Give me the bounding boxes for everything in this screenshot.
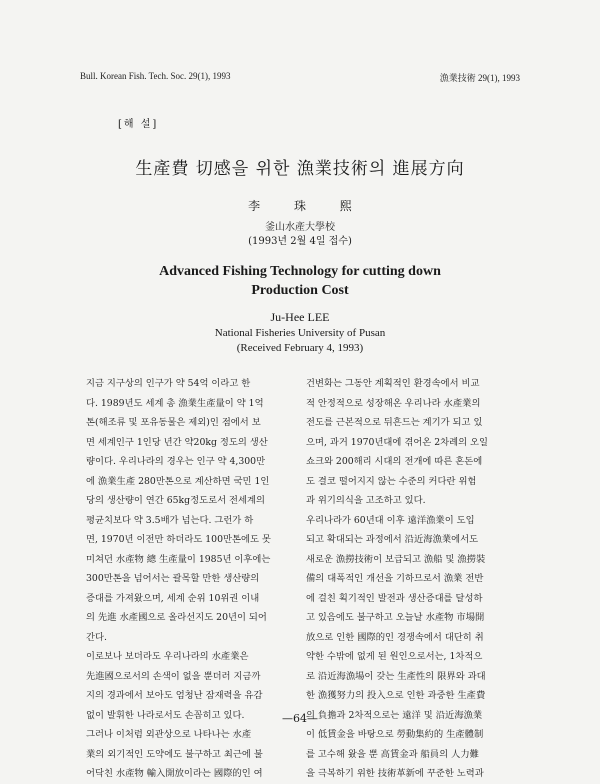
body-text-line: 증대를 가져왔으며, 세계 순위 10위권 이내 <box>86 592 260 604</box>
body-text-line: 을 극복하기 위한 技術革新에 꾸준한 노력과 <box>306 768 484 779</box>
body-text-line: 쇼크와 200해리 시대의 전개에 따른 혼돈에 <box>306 456 483 467</box>
body-text-line: 미쳐던 水產物 總 生產量이 1985년 이후에는 <box>86 553 271 565</box>
body-text-line: 한 漁獲努力의 投入으로 인한 과중한 生產費 <box>306 690 486 701</box>
body-text-line: 으며, 과거 1970년대에 겪어온 2차례의 오일 <box>306 436 489 448</box>
journal-header-en: Bull. Korean Fish. Tech. Soc. 29(1), 1993 <box>80 71 231 81</box>
body-text-line: 약한 수밖에 없게 된 원인으로서는, 1차적으 <box>306 651 483 662</box>
body-text-line: 의 先進 水產國으로 올라선지도 20년이 되어 <box>86 612 267 623</box>
body-text-line: 전도를 근본적으로 뒤흔드는 계기가 되고 있 <box>306 417 483 428</box>
body-text-line: 새로운 漁撈技術이 보급되고 漁船 및 漁撈裝 <box>306 553 486 565</box>
title-english-line-2: Production Cost <box>251 283 349 298</box>
body-text-line: 備의 대폭적인 개선을 기하므로서 漁業 전반 <box>306 573 484 584</box>
body-text-line: 간다. <box>86 631 107 643</box>
body-text-line: 고 있음에도 불구하고 오늘날 水產物 市場開 <box>306 612 485 623</box>
body-text-line: 면, 1970년 이전만 하더라도 100만톤에도 못 <box>86 534 271 545</box>
body-text-line: 의 負擔과 2차적으로는 遠洋 및 沿近海漁業 <box>306 709 483 721</box>
page-number: —64— <box>282 712 318 725</box>
body-text-line: 면 세계인구 1인당 년간 약20kg 정도의 생산 <box>86 436 268 448</box>
body-text-line: 先進國으로서의 손색이 없을 뿐더러 지금까 <box>86 670 261 682</box>
title-korean: 生產費 切感을 위한 漁業技術의 進展方向 <box>135 159 465 179</box>
body-text-line: 건변화는 그동안 계획적인 환경속에서 비교 <box>306 378 480 389</box>
body-text-line: 도 결코 떨어지지 않는 수준의 커다란 위험 <box>306 475 477 487</box>
body-text-line: 에 걸친 획기적인 발전과 생산증대를 달성하 <box>306 592 483 604</box>
body-text-line: 300만톤을 넘어서는 괄목할 만한 생산량의 <box>86 573 260 584</box>
author-english: Ju-Hee LEE <box>270 310 330 324</box>
body-text-line: 에 漁業生產 280만톤으로 계산하면 국민 1인 <box>86 475 270 487</box>
affiliation-korean: 釜山水產大學校 <box>265 222 335 233</box>
journal-header-ko: 漁業技術 29(1), 1993 <box>439 73 520 83</box>
received-date-english: (Received February 4, 1993) <box>236 342 364 354</box>
body-text-line: 과 위기의식을 고조하고 있다. <box>306 495 426 506</box>
body-text-line: 지의 경과에서 보아도 엄청난 잠재력을 유감 <box>86 690 263 701</box>
body-text-line: 되고 확대되는 과정에서 沿近海漁業에서도 <box>306 534 479 545</box>
body-text-line: 지금 지구상의 인구가 약 54억 이라고 한 <box>86 378 251 389</box>
body-text-line: 우리나라가 60년대 이후 遠洋漁業이 도입 <box>306 514 475 526</box>
body-text-line: 적 안정적으로 성장해온 우리나라 水產業의 <box>306 397 481 409</box>
body-text-line: 당의 생산량이 연간 65kg정도로서 전세계의 <box>86 495 265 506</box>
body-text-line: 평균치보다 약 3.5배가 넘는다. 그런가 하 <box>86 514 254 526</box>
author-korean: 李 珠 熙 <box>248 199 352 213</box>
title-english-line-1: Advanced Fishing Technology for cutting down <box>159 264 441 279</box>
body-text-line: 없이 발휘한 나라로서도 손꼽히고 있다. <box>86 709 245 721</box>
body-text-line: 톤(해조류 및 포유동물은 제외)인 점에서 보 <box>86 417 261 428</box>
title-english <box>0 262 600 300</box>
affiliation-english: National Fisheries University of Pusan <box>214 327 386 339</box>
body-text-line: 로 沿近海漁場이 갖는 生產性의 限界와 과대 <box>306 670 486 682</box>
received-date-korean: (1993년 2월 4일 접수) <box>248 236 352 247</box>
section-tag: [해 설] <box>118 119 159 130</box>
body-text-line: 業의 외기적인 도약에도 불구하고 최근에 불 <box>86 748 263 760</box>
body-text-line: 량이다. 우리나라의 경우는 인구 약 4,300만 <box>86 456 266 467</box>
body-text-line: 이로보나 보더라도 우리나라의 水產業은 <box>86 651 249 662</box>
body-text-line: 放으로 인한 國際的인 경쟁속에서 대단히 취 <box>306 631 484 643</box>
body-text-line: 이 低賃金을 바탕으로 勞動集約的 生產體制 <box>306 729 484 740</box>
body-text-line: 그러나 이처럼 외관상으로 나타나는 水產 <box>86 729 252 740</box>
body-text-line: 어닥친 水產物 輸入開放이라는 國際的인 여 <box>86 768 263 779</box>
body-text-line: 다. 1989년도 세계 총 漁業生產量이 약 1억 <box>86 397 264 409</box>
body-text-line: 를 고수해 왔을 뿐 高賃金과 船員의 人力難 <box>306 748 479 760</box>
